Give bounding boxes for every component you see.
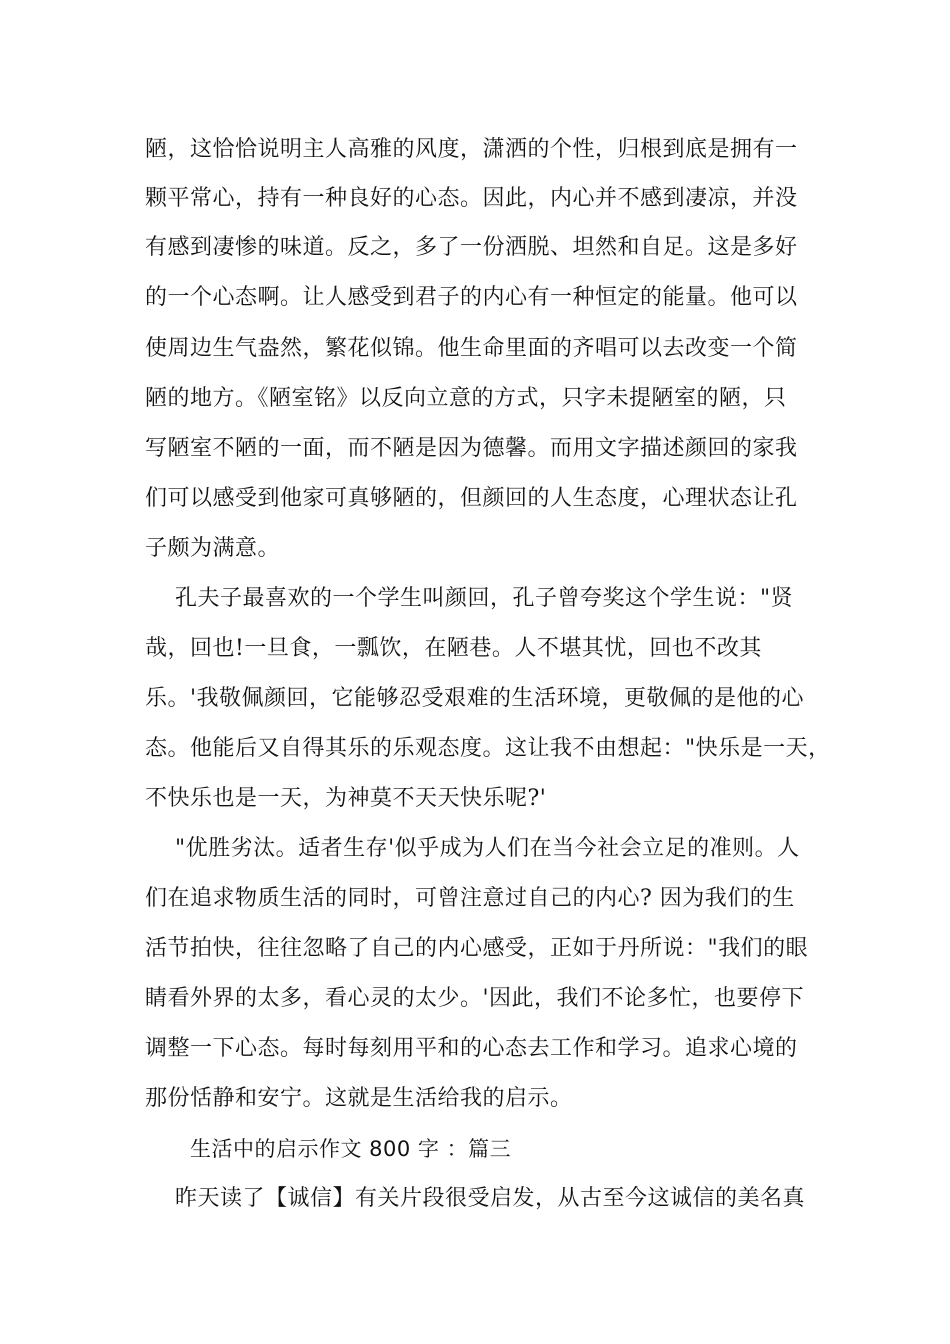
text-line: 乐。'我敬佩颜回，它能够忍受艰难的生活环境，更敬佩的是他的心: [145, 686, 805, 711]
text-line: 们可以感受到他家可真够陋的，但颜回的人生态度，心理状态让孔: [145, 486, 798, 511]
text-line: 颗平常心，持有一种良好的心态。因此，内心并不感到凄凉，并没: [145, 186, 798, 211]
text-line: 有感到凄惨的味道。反之，多了一份洒脱、坦然和自足。这是多好: [145, 235, 798, 260]
text-line: 那份恬静和安宁。这就是生活给我的启示。: [145, 1086, 573, 1111]
text-line: 活节拍快，往往忽略了自己的内心感受，正如于丹所说："我们的眼: [145, 936, 809, 961]
paragraph-first-line: 昨天读了【诚信】有关片段很受启发，从古至今这诚信的美名真: [175, 1186, 806, 1211]
text-line: 陋，这恰恰说明主人高雅的风度，潇洒的个性，归根到底是拥有一: [145, 137, 798, 162]
text-line: 子颇为满意。: [145, 536, 281, 561]
text-line: 们在追求物质生活的同时，可曾注意过自己的内心? 因为我们的生: [145, 886, 795, 911]
text-line: 睛看外界的太多，看心灵的太少。'因此，我们不论多忙，也要停下: [145, 986, 805, 1011]
text-line: 不快乐也是一天，为神莫不天天快乐呢?': [145, 786, 547, 811]
text-line: 调整一下心态。每时每刻用平和的心态去工作和学习。追求心境的: [145, 1036, 798, 1061]
text-line: 态。他能后又自得其乐的乐观态度。这让我不由想起："快乐是一天，: [145, 736, 831, 761]
section-heading: 生活中的启示作文 800 字 ：篇三: [190, 1137, 512, 1161]
text-line: 陋的地方。《陋室铭》以反向立意的方式，只字未提陋室的陋，只: [145, 386, 787, 411]
text-line: 的一个心态啊。让人感受到君子的内心有一种恒定的能量。他可以: [145, 285, 798, 310]
text-line: 哉，回也!一旦食，一瓢饮，在陋巷。人不堪其忧，回也不改其: [145, 636, 762, 661]
paragraph-first-line: 孔夫子最喜欢的一个学生叫颜回，孔子曾夸奖这个学生说："贤: [175, 586, 794, 611]
paragraph-first-line: "优胜劣汰。适者生存'似乎成为人们在当今社会立足的准则。人: [175, 836, 800, 861]
text-line: 使周边生气盎然，繁花似锦。他生命里面的齐唱可以去改变一个简: [145, 336, 798, 361]
text-line: 写陋室不陋的一面，而不陋是因为德馨。而用文字描述颜回的家我: [145, 436, 798, 461]
